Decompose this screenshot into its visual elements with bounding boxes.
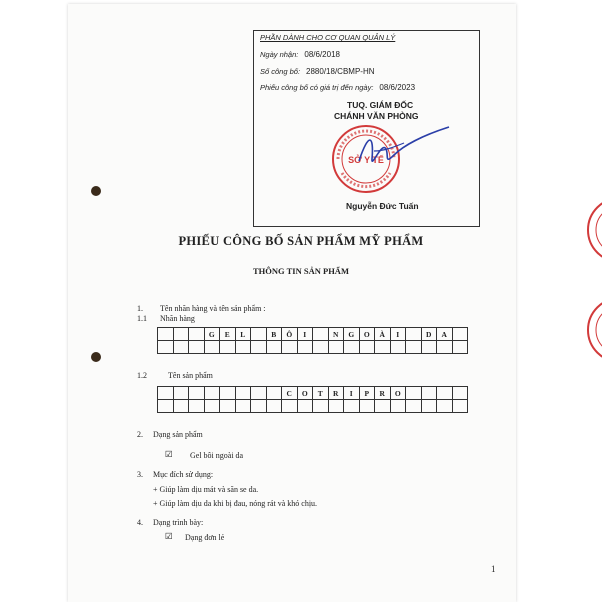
document-title: PHIẾU CÔNG BỐ SẢN PHẨM MỸ PHẨM — [178, 234, 424, 248]
grid-cell: N — [329, 328, 345, 341]
validity-date: 08/6/2023 — [379, 83, 416, 92]
grid-cell — [189, 328, 205, 341]
grid-cell — [313, 341, 329, 354]
grid-cell — [453, 341, 469, 354]
partial-stamp-upper — [586, 195, 602, 265]
section-1-number: 1. — [137, 304, 143, 313]
purpose-item-2: + Giúp làm dịu da khi bị đau, nóng rát và khó chịu. — [153, 499, 318, 508]
grid-cell — [344, 400, 360, 413]
grid-cell: R — [375, 387, 391, 400]
receipt-date: 08/6/2018 — [304, 50, 340, 59]
grid-cell — [375, 341, 391, 354]
grid-cell — [282, 400, 298, 413]
grid-cell — [422, 341, 438, 354]
grid-cell — [422, 387, 438, 400]
grid-cell: O — [298, 387, 314, 400]
checkbox-icon: ☑ — [165, 450, 173, 460]
grid-cell — [158, 387, 174, 400]
grid-cell — [236, 341, 252, 354]
grid-cell: G — [344, 328, 360, 341]
section-1-2-number: 1.2 — [137, 371, 147, 380]
grid-cell: I — [298, 328, 314, 341]
brand-name-grid — [157, 327, 468, 354]
section-1-1-label: Nhãn hàng — [160, 314, 195, 323]
management-header: PHẦN DÀNH CHO CƠ QUAN QUẢN LÝ — [260, 33, 396, 42]
receipt-date-row — [260, 50, 340, 59]
grid-cell — [220, 341, 236, 354]
grid-cell — [406, 387, 422, 400]
punch-hole-bottom — [91, 352, 101, 362]
announcement-no-label: Số công bố: — [260, 67, 301, 76]
grid-cell — [220, 400, 236, 413]
checkbox-icon: ☑ — [165, 532, 173, 542]
grid-cell — [236, 400, 252, 413]
grid-cell — [282, 341, 298, 354]
role-line-2: CHÁNH VĂN PHÒNG — [334, 111, 419, 121]
receipt-date-label: Ngày nhận: — [260, 50, 299, 59]
grid-cell — [437, 387, 453, 400]
grid-cell: L — [236, 328, 252, 341]
grid-cell — [236, 387, 252, 400]
grid-cell — [205, 400, 221, 413]
grid-cell — [189, 341, 205, 354]
grid-cell — [205, 387, 221, 400]
grid-cell: D — [422, 328, 438, 341]
grid-cell — [437, 400, 453, 413]
section-1-label: Tên nhãn hàng và tên sản phẩm : — [160, 304, 266, 313]
section-2-number: 2. — [137, 430, 143, 439]
grid-cell — [313, 328, 329, 341]
punch-hole-top — [91, 186, 101, 196]
grid-cell — [298, 341, 314, 354]
grid-cell — [453, 400, 469, 413]
grid-cell — [267, 387, 283, 400]
grid-cell: O — [391, 387, 407, 400]
grid-cell — [360, 341, 376, 354]
grid-cell: Ô — [282, 328, 298, 341]
announcement-no: 2880/18/CBMP-HN — [306, 67, 375, 76]
signer-name: Nguyễn Đức Tuấn — [346, 201, 419, 211]
grid-cell — [406, 328, 422, 341]
grid-cell — [313, 400, 329, 413]
grid-cell — [158, 341, 174, 354]
grid-cell — [329, 400, 345, 413]
signature — [354, 121, 454, 181]
grid-cell — [267, 341, 283, 354]
grid-cell: I — [344, 387, 360, 400]
section-3-label: Mục đích sử dụng: — [153, 470, 214, 479]
management-box — [253, 30, 480, 227]
purpose-item-1: + Giúp làm dịu mát và săn se da. — [153, 485, 259, 494]
grid-cell: A — [437, 328, 453, 341]
role-line-1: TUQ. GIÁM ĐỐC — [347, 100, 414, 110]
section-4-label: Dạng trình bày: — [153, 518, 204, 527]
grid-cell — [344, 341, 360, 354]
grid-cell: R — [329, 387, 345, 400]
grid-cell — [251, 341, 267, 354]
document-subtitle: THÔNG TIN SẢN PHẨM — [253, 266, 349, 276]
grid-cell — [406, 400, 422, 413]
grid-cell — [158, 328, 174, 341]
validity-label: Phiếu công bố có giá trị đến ngày: — [260, 83, 374, 92]
section-1-2-label: Tên sản phẩm — [168, 371, 213, 380]
grid-cell — [298, 400, 314, 413]
presentation-option: Dạng đơn lẻ — [185, 533, 225, 542]
partial-stamp-lower — [586, 295, 602, 365]
grid-cell: P — [360, 387, 376, 400]
grid-cell — [391, 341, 407, 354]
product-form-option: Gel bôi ngoài da — [190, 451, 244, 460]
grid-cell — [267, 400, 283, 413]
grid-cell — [251, 387, 267, 400]
grid-cell — [174, 400, 190, 413]
grid-cell — [360, 400, 376, 413]
section-1-1-number: 1.1 — [137, 314, 147, 323]
section-2-label: Dạng sản phẩm — [153, 430, 203, 439]
grid-cell: T — [313, 387, 329, 400]
seal-text: SỞ Y TẾ — [348, 155, 384, 165]
grid-cell: I — [391, 328, 407, 341]
grid-cell — [437, 341, 453, 354]
grid-cell: E — [220, 328, 236, 341]
grid-cell — [453, 387, 469, 400]
page-number: 1 — [491, 564, 496, 574]
grid-cell — [406, 341, 422, 354]
grid-cell — [174, 341, 190, 354]
grid-cell — [422, 400, 438, 413]
grid-cell — [189, 400, 205, 413]
grid-cell — [251, 400, 267, 413]
section-4-number: 4. — [137, 518, 143, 527]
grid-cell — [375, 400, 391, 413]
grid-cell — [329, 341, 345, 354]
grid-cell: B — [267, 328, 283, 341]
validity-row — [260, 83, 415, 92]
announcement-no-row — [260, 67, 375, 76]
grid-cell — [205, 341, 221, 354]
product-name-grid — [157, 386, 468, 413]
grid-cell — [189, 387, 205, 400]
grid-cell — [158, 400, 174, 413]
grid-cell: G — [205, 328, 221, 341]
grid-cell — [251, 328, 267, 341]
grid-cell — [220, 387, 236, 400]
grid-cell — [174, 328, 190, 341]
grid-cell — [391, 400, 407, 413]
grid-cell — [174, 387, 190, 400]
grid-cell — [453, 328, 469, 341]
grid-cell: O — [360, 328, 376, 341]
section-3-number: 3. — [137, 470, 143, 479]
grid-cell: À — [375, 328, 391, 341]
grid-cell: C — [282, 387, 298, 400]
